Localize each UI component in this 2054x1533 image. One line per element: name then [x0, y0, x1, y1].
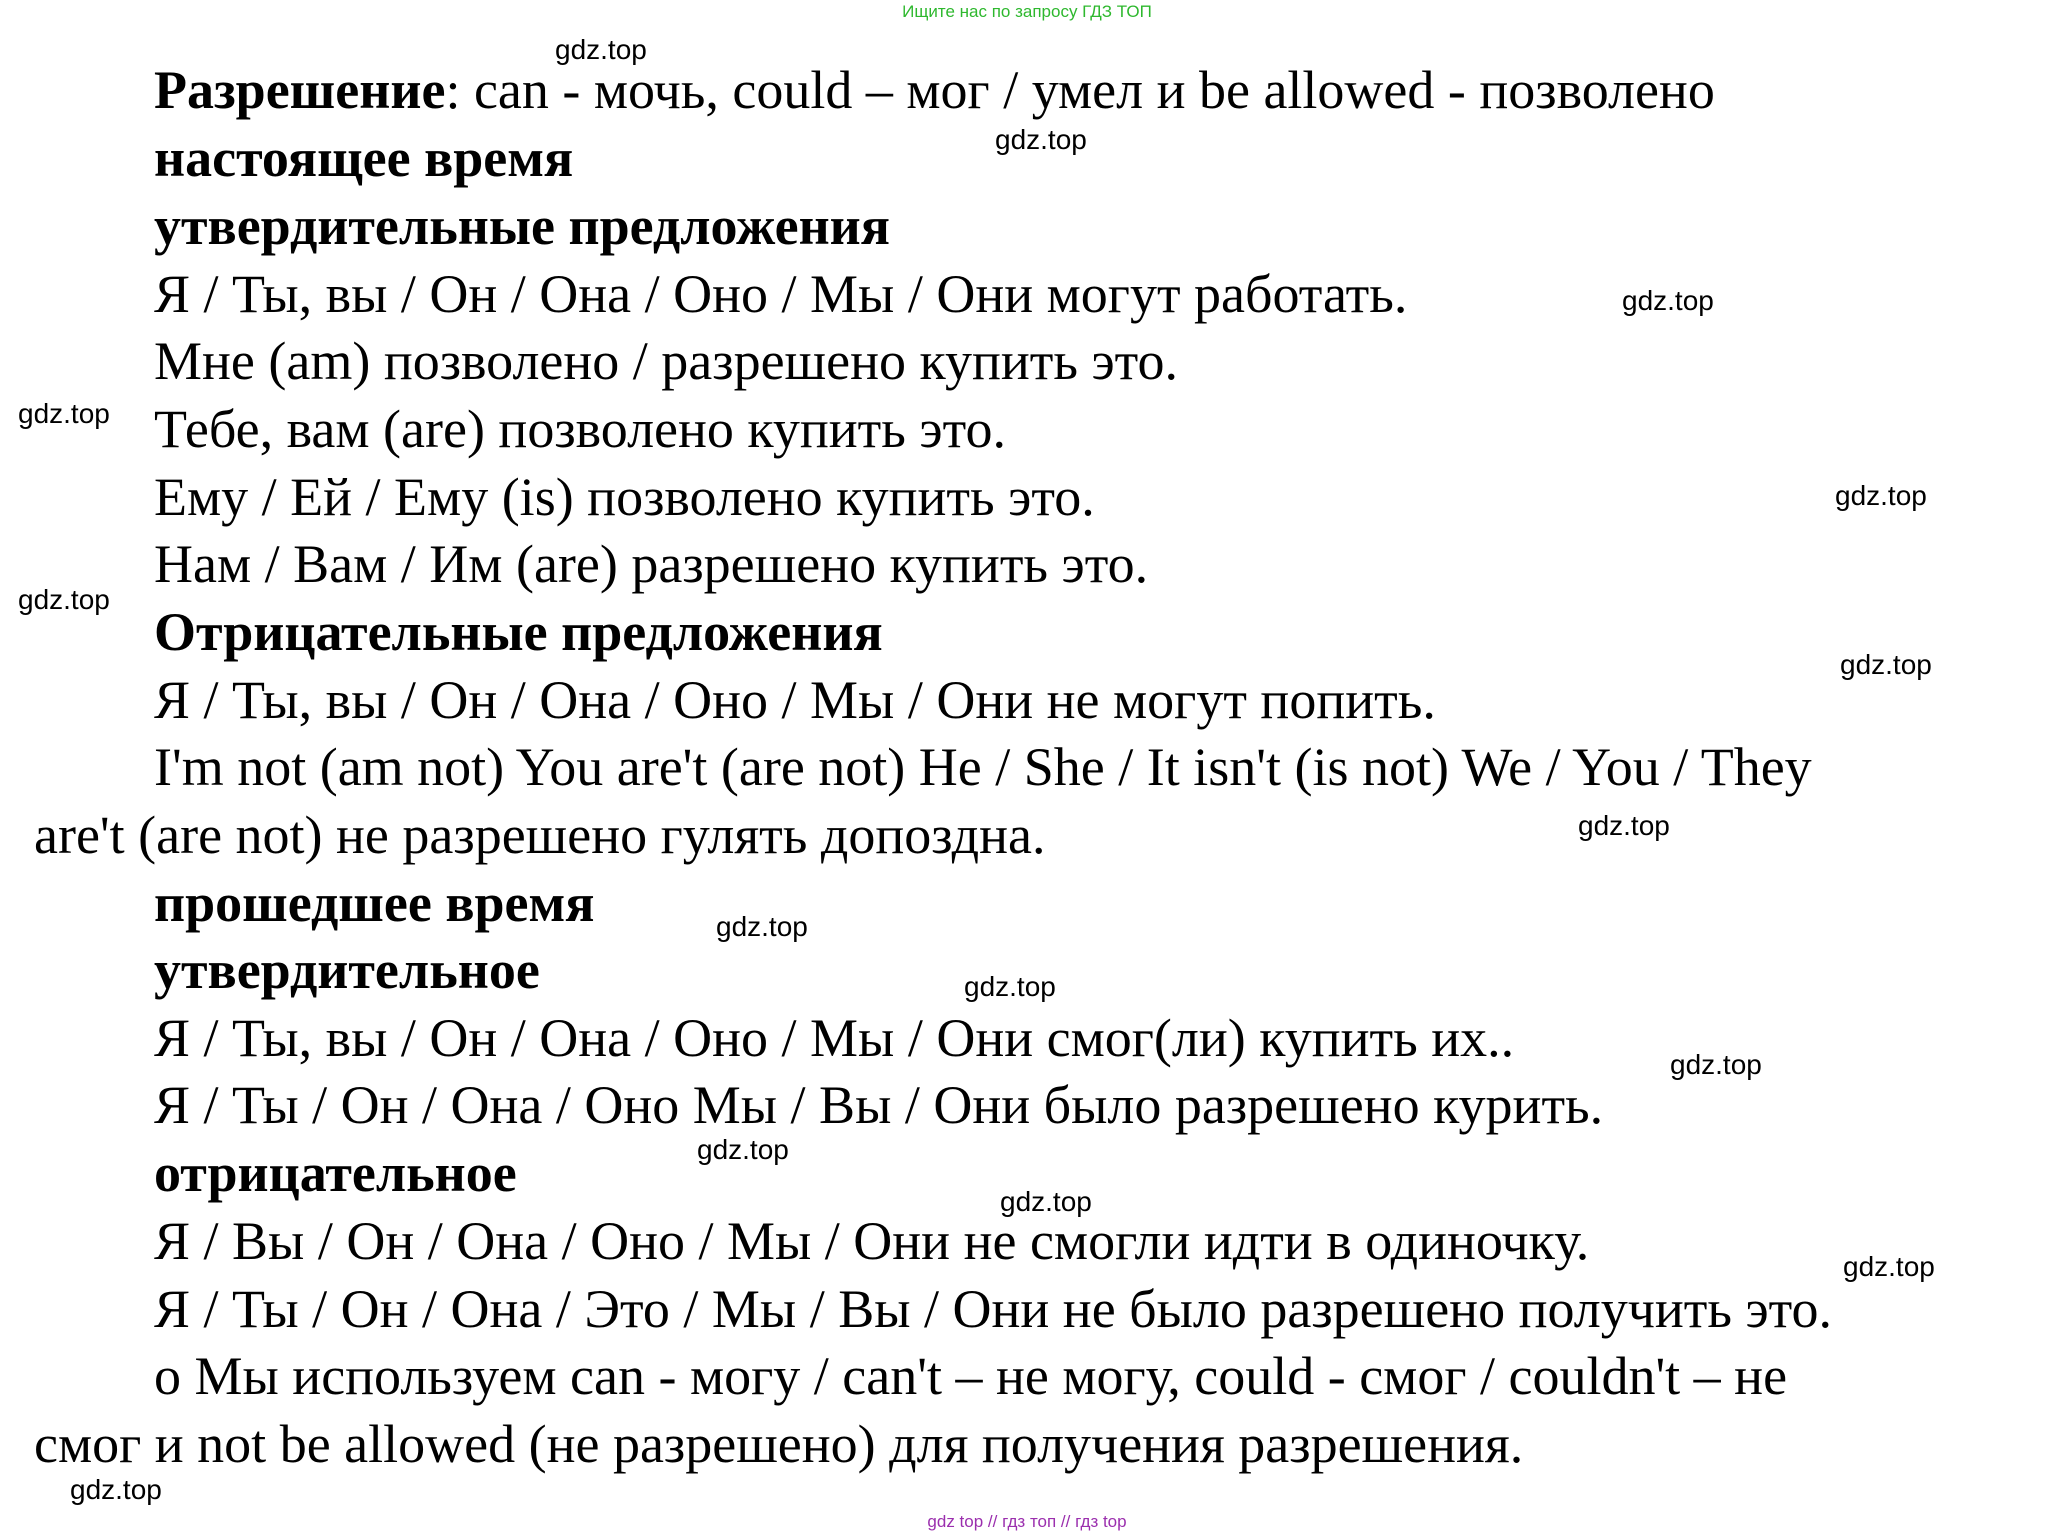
- watermark: gdz.top: [1000, 1186, 1092, 1217]
- past-heading: прошедшее время: [154, 873, 595, 933]
- watermark: gdz.top: [70, 1474, 162, 1505]
- watermark: gdz.top: [697, 1134, 789, 1165]
- present-aff-3: Тебе, вам (are) позволено купить это.: [154, 399, 1006, 459]
- watermark: gdz.top: [1670, 1049, 1762, 1080]
- note-line-2: смог и not be allowed (не разрешено) для получения разрешения.: [34, 1414, 1524, 1474]
- present-aff-2: Мне (am) позволено / разрешено купить это.: [154, 331, 1179, 391]
- past-aff-2: Я / Ты / Он / Она / Оно Мы / Вы / Они было разрешено курить.: [154, 1075, 1604, 1135]
- watermark: gdz.top: [716, 911, 808, 942]
- top-banner[interactable]: Ищите нас по запросу ГДЗ ТОП: [902, 2, 1152, 21]
- present-aff-1: Я / Ты, вы / Он / Она / Оно / Мы / Они могут работать.: [154, 264, 1408, 324]
- watermark: gdz.top: [555, 34, 647, 65]
- past-aff-1: Я / Ты, вы / Он / Она / Оно / Мы / Они смог(ли) купить их..: [154, 1008, 1515, 1068]
- present-neg-1: Я / Ты, вы / Он / Она / Оно / Мы / Они не могут попить.: [154, 670, 1436, 730]
- watermark: gdz.top: [18, 584, 110, 615]
- past-neg-1: Я / Вы / Он / Она / Оно / Мы / Они не смогли идти в одиночку.: [154, 1211, 1590, 1271]
- watermark: gdz.top: [1840, 649, 1932, 680]
- bottom-banner[interactable]: gdz top // гдз топ // гдз top: [927, 1512, 1127, 1531]
- watermark: gdz.top: [1835, 480, 1927, 511]
- watermark: gdz.top: [995, 124, 1087, 155]
- title-line: [154, 60, 1715, 120]
- watermark: gdz.top: [1622, 285, 1714, 316]
- watermark: gdz.top: [964, 971, 1056, 1002]
- title-rest: : can - мочь, could – мог / умел и be allowed - позволено: [445, 60, 1715, 120]
- present-neg-2b: are't (are not) не разрешено гулять допоздна.: [34, 805, 1046, 865]
- present-heading: настоящее время: [154, 128, 574, 188]
- title-bold: Разрешение: [154, 60, 446, 120]
- note-line-1: о Мы используем can - могу / can't – не могу, could - смог / couldn't – не: [154, 1346, 1788, 1406]
- present-aff-5: Нам / Вам / Им (are) разрешено купить это.: [154, 534, 1149, 594]
- past-aff-heading: утвердительное: [154, 940, 540, 1000]
- affirmative-heading: утвердительные предложения: [154, 196, 891, 256]
- present-aff-4: Ему / Ей / Ему (is) позволено купить это.: [154, 467, 1095, 527]
- watermark: gdz.top: [1578, 810, 1670, 841]
- negative-heading: Отрицательные предложения: [154, 602, 883, 662]
- past-neg-heading: отрицательное: [154, 1143, 517, 1203]
- watermark: gdz.top: [18, 398, 110, 429]
- past-neg-2: Я / Ты / Он / Она / Это / Мы / Вы / Они не было разрешено получить это.: [154, 1279, 1833, 1339]
- watermark: gdz.top: [1843, 1251, 1935, 1282]
- present-neg-2a: I'm not (am not) You are't (are not) He / She / It isn't (is not) We / You / They: [154, 737, 1812, 797]
